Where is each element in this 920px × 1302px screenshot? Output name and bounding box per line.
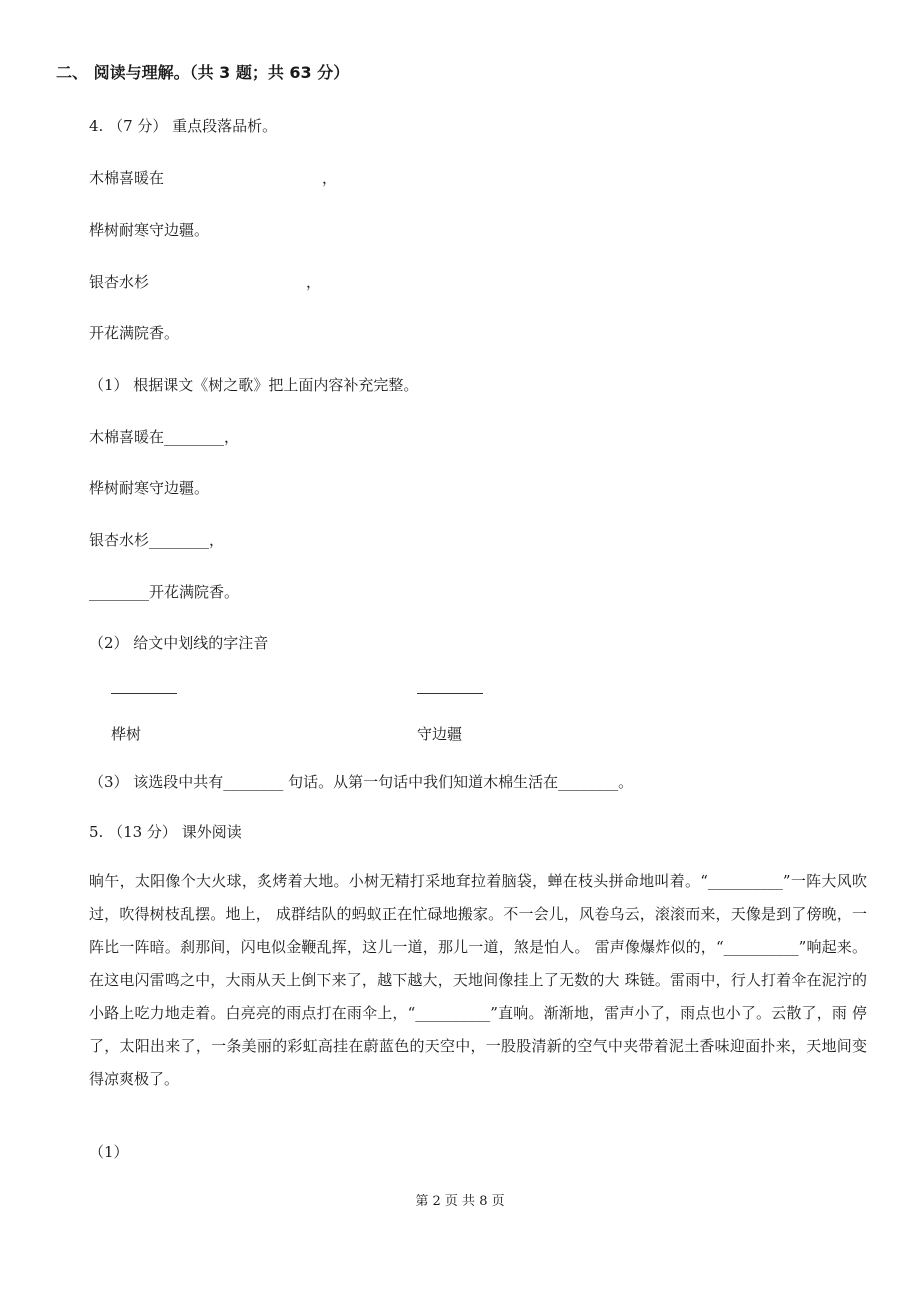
- fill-line-1[interactable]: 木棉喜暖在________，: [89, 428, 240, 446]
- sub-question-2-prompt: （2） 给文中划线的字注音: [89, 634, 269, 652]
- passage-line-1: [89, 168, 164, 188]
- pinyin-word-1: 桦树: [111, 725, 142, 743]
- pinyin-blank-2[interactable]: [417, 683, 483, 694]
- passage-line-2: 桦树耐寒守边疆。: [89, 221, 210, 239]
- question-4-header: 4. （7 分） 重点段落品析。: [89, 117, 278, 135]
- fill-line-3[interactable]: 银杏水杉________，: [89, 531, 225, 549]
- passage-text: 银杏水杉: [89, 273, 150, 291]
- sub-question-3[interactable]: （3） 该选段中共有________ 句话。从第一句话中我们知道木棉生活在________。: [89, 773, 634, 791]
- passage-text: 木棉喜暖在: [89, 169, 165, 187]
- fill-line-4[interactable]: ________开花满院香。: [89, 583, 240, 601]
- passage-comma-3: ，: [306, 273, 322, 291]
- question-5-header: 5. （13 分） 课外阅读: [89, 823, 242, 841]
- sub-question-1-prompt: （1） 根据课文《树之歌》把上面内容补充完整。: [89, 376, 419, 394]
- question-5-sub-1: （1）: [89, 1143, 129, 1161]
- pinyin-blank-1[interactable]: [111, 683, 177, 694]
- page-footer: 第 2 页 共 8 页: [415, 1194, 505, 1209]
- passage-line-3: [89, 272, 149, 292]
- passage-comma-1: ，: [322, 169, 338, 187]
- passage-line-4: 开花满院香。: [89, 324, 180, 342]
- section-title: 二、 阅读与理解。（共 3 题；共 63 分）: [56, 63, 350, 82]
- fill-line-2: 桦树耐寒守边疆。: [89, 479, 210, 497]
- reading-passage: 晌午，太阳像个大火球，炙烤着大地。小树无精打采地耷拉着脑袋，蝉在枝头拼命地叫着。“__________”一阵大风吹过，吹得树枝乱摆。地上， 成群结队的蚂蚁正在忙碌地搬家。不一会儿，风卷乌云，滚滚而来，天像是到了傍晚，一阵比一阵暗。刹那间，闪电似金鞭乱挥，这儿一道，那儿一道，煞是怕人。 雷声像爆炸似的，“__________”响起来。在这电闪雷鸣之中，大雨从天上倒下来了，越下越大，天地间像挂上了无数的大 珠链。雷雨中，行人打着伞在泥泞的小路上吃力地走着。白亮亮的雨点打在雨伞上，“__________”直响。渐渐地，雷声小了，雨点也小了。云散了，雨 停了，太阳出来了，一条美丽的彩虹高挂在蔚蓝色的天空中，一股股清新的空气中夹带着泥土香味迎面扑来，天地间变得凉爽极了。: [89, 872, 867, 1088]
- pinyin-word-2: 守边疆: [417, 725, 463, 743]
